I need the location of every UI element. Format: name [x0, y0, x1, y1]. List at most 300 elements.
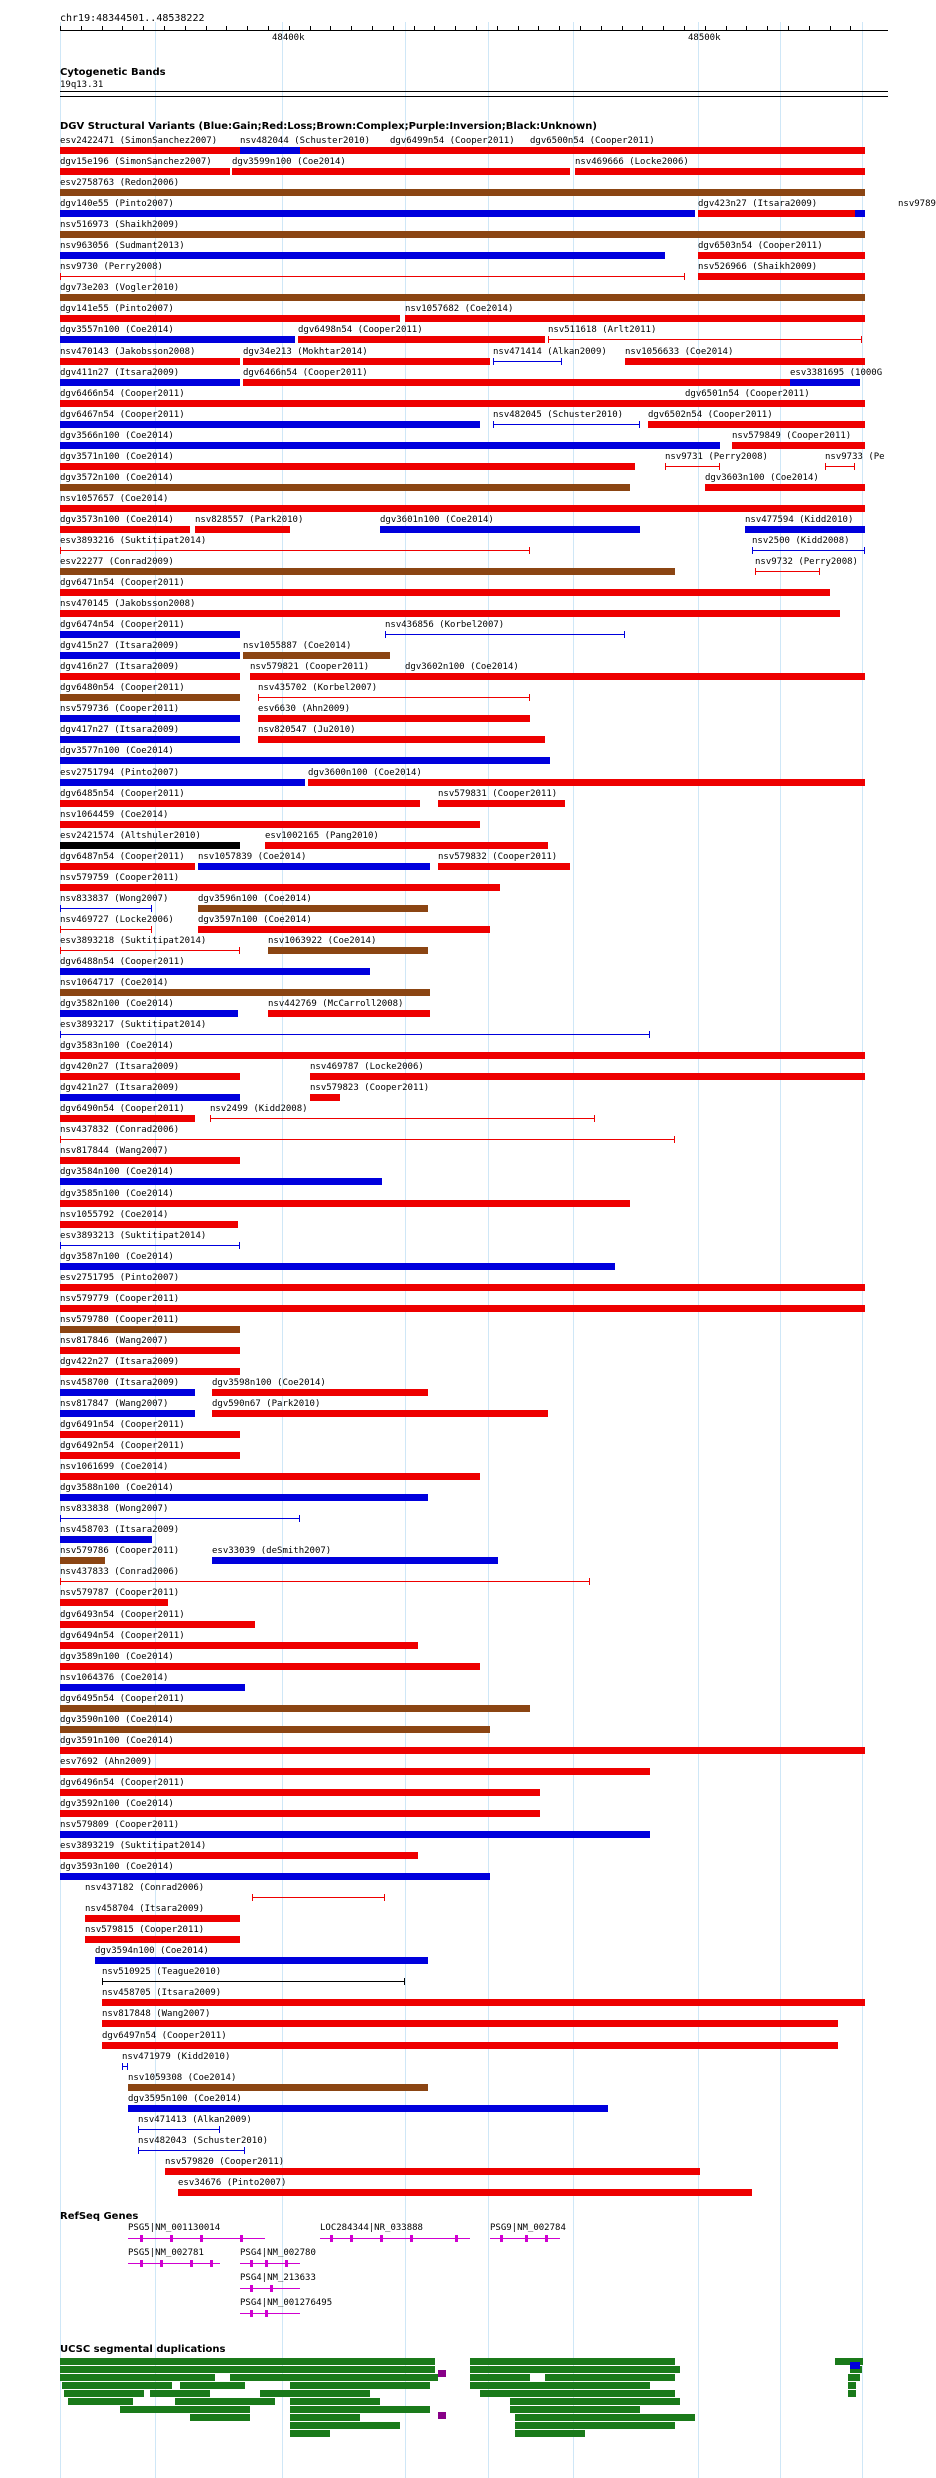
- dgv-feature-bar[interactable]: [60, 736, 240, 743]
- dgv-feature-bar[interactable]: [60, 526, 190, 533]
- segdup-feature[interactable]: [480, 2390, 675, 2397]
- dgv-feature-bar[interactable]: [60, 1684, 245, 1691]
- dgv-feature-bar[interactable]: [232, 168, 570, 175]
- dgv-feature-line[interactable]: [60, 1245, 240, 1246]
- segdup-feature-inversion[interactable]: [438, 2370, 446, 2377]
- dgv-feature-bar[interactable]: [60, 1431, 240, 1438]
- refseq-exon[interactable]: [545, 2235, 548, 2242]
- dgv-feature-label: nsv579849 (Cooper2011): [732, 431, 852, 441]
- refseq-exon[interactable]: [525, 2235, 528, 2242]
- dgv-feature-bar[interactable]: [102, 2020, 838, 2027]
- ruler-tick: [746, 26, 747, 30]
- dgv-feature-bar[interactable]: [60, 1263, 615, 1270]
- dgv-feature-bar[interactable]: [60, 1747, 865, 1754]
- dgv-feature-line[interactable]: [102, 1981, 405, 1982]
- dgv-feature-bar[interactable]: [102, 1999, 865, 2006]
- dgv-feature-label: esv3381695 (1000G: [790, 368, 883, 378]
- dgv-feature-label: nsv1057682 (Coe2014): [405, 304, 514, 314]
- dgv-feature-label: dgv411n27 (Itsara2009): [60, 368, 180, 378]
- segdup-feature[interactable]: [290, 2382, 430, 2389]
- dgv-feature-bar[interactable]: [198, 863, 430, 870]
- ruler-tick: [497, 26, 498, 30]
- dgv-feature-bar[interactable]: [60, 631, 240, 638]
- dgv-feature-bar[interactable]: [60, 210, 695, 217]
- segdup-feature[interactable]: [848, 2374, 860, 2381]
- dgv-feature-bar[interactable]: [95, 1957, 428, 1964]
- dgv-feature-bar[interactable]: [60, 1768, 650, 1775]
- refseq-exon[interactable]: [500, 2235, 503, 2242]
- dgv-feature-label: nsv458703 (Itsara2009): [60, 1525, 180, 1535]
- dgv-feature-cap: [122, 2063, 123, 2070]
- refseq-exon[interactable]: [190, 2260, 193, 2267]
- dgv-feature-bar[interactable]: [268, 1010, 430, 1017]
- dgv-feature-line[interactable]: [755, 571, 820, 572]
- dgv-feature-bar[interactable]: [60, 568, 675, 575]
- dgv-feature-line[interactable]: [60, 950, 240, 951]
- dgv-feature-bar[interactable]: [195, 526, 290, 533]
- dgv-feature-bar[interactable]: [60, 757, 550, 764]
- dgv-feature-cap: [385, 631, 386, 638]
- dgv-feature-label: esv3893218 (Suktitipat2014): [60, 936, 207, 946]
- refseq-gene-label: PSG4|NM_002780: [240, 2248, 316, 2258]
- dgv-feature-line[interactable]: [548, 339, 862, 340]
- dgv-feature-cap: [684, 273, 685, 280]
- segdup-feature[interactable]: [515, 2422, 675, 2429]
- refseq-gene-label: PSG5|NM_002781: [128, 2248, 204, 2258]
- ruler-tick-label-48500k: 48500k: [688, 33, 721, 43]
- dgv-feature-label: dgv3601n100 (Coe2014): [380, 515, 494, 525]
- refseq-exon[interactable]: [200, 2235, 203, 2242]
- dgv-feature-bar[interactable]: [60, 1347, 240, 1354]
- dgv-feature-bar[interactable]: [855, 210, 865, 217]
- dgv-feature-cap: [589, 1578, 590, 1585]
- dgv-feature-bar[interactable]: [298, 336, 545, 343]
- dgv-feature-bar[interactable]: [308, 779, 865, 786]
- dgv-feature-bar[interactable]: [60, 358, 240, 365]
- dgv-feature-bar[interactable]: [212, 1557, 498, 1564]
- dgv-feature-label: dgv3571n100 (Coe2014): [60, 452, 174, 462]
- refseq-gene-line[interactable]: [240, 2313, 300, 2314]
- dgv-feature-bar[interactable]: [60, 1052, 865, 1059]
- dgv-feature-bar[interactable]: [530, 147, 865, 154]
- dgv-feature-line[interactable]: [493, 424, 640, 425]
- dgv-feature-cap: [60, 905, 61, 912]
- dgv-feature-bar[interactable]: [60, 800, 420, 807]
- dgv-feature-bar[interactable]: [60, 463, 635, 470]
- segdup-feature[interactable]: [848, 2382, 856, 2389]
- segdup-feature[interactable]: [848, 2390, 856, 2397]
- dgv-feature-line[interactable]: [385, 634, 625, 635]
- dgv-feature-bar[interactable]: [60, 1810, 540, 1817]
- dgv-feature-bar[interactable]: [243, 652, 390, 659]
- dgv-feature-bar[interactable]: [60, 1642, 418, 1649]
- dgv-feature-bar[interactable]: [745, 526, 865, 533]
- refseq-exon[interactable]: [380, 2235, 383, 2242]
- dgv-feature-bar[interactable]: [60, 1326, 240, 1333]
- refseq-gene-line[interactable]: [240, 2263, 300, 2264]
- dgv-feature-cap: [60, 947, 61, 954]
- dgv-feature-line[interactable]: [60, 929, 152, 930]
- segdup-feature[interactable]: [510, 2398, 680, 2405]
- refseq-track-title[interactable]: RefSeq Genes: [60, 2211, 139, 2222]
- segdup-feature[interactable]: [290, 2398, 380, 2405]
- segdup-feature[interactable]: [190, 2414, 250, 2421]
- dgv-feature-line[interactable]: [60, 1139, 675, 1140]
- dgv-feature-line[interactable]: [258, 697, 530, 698]
- segdup-feature[interactable]: [230, 2374, 438, 2381]
- dgv-feature-bar[interactable]: [60, 1368, 240, 1375]
- dgv-feature-label: nsv1064459 (Coe2014): [60, 810, 169, 820]
- dgv-feature-bar[interactable]: [60, 1221, 238, 1228]
- segdup-feature[interactable]: [515, 2430, 585, 2437]
- segdup-feature[interactable]: [260, 2390, 370, 2397]
- refseq-exon[interactable]: [170, 2235, 173, 2242]
- dgv-feature-label: nsv458705 (Itsara2009): [102, 1988, 222, 1998]
- dgv-feature-bar[interactable]: [60, 1536, 152, 1543]
- dgv-feature-bar[interactable]: [60, 1073, 240, 1080]
- dgv-feature-cap: [239, 1242, 240, 1249]
- dgv-feature-bar[interactable]: [790, 379, 860, 386]
- cytoband-track-title[interactable]: Cytogenetic Bands: [60, 67, 166, 78]
- dgv-feature-line[interactable]: [60, 908, 152, 909]
- refseq-exon[interactable]: [240, 2235, 243, 2242]
- dgv-feature-bar[interactable]: [60, 1389, 195, 1396]
- dgv-feature-bar[interactable]: [405, 315, 865, 322]
- dgv-feature-cap: [752, 547, 753, 554]
- dgv-feature-bar[interactable]: [250, 673, 405, 680]
- dgv-feature-line[interactable]: [210, 1118, 595, 1119]
- refseq-exon[interactable]: [285, 2260, 288, 2267]
- segdup-feature[interactable]: [120, 2406, 250, 2413]
- segdup-feature[interactable]: [470, 2374, 530, 2381]
- segdup-feature[interactable]: [470, 2358, 675, 2365]
- dgv-feature-label: nsv817847 (Wang2007): [60, 1399, 169, 1409]
- dgv-feature-bar[interactable]: [625, 358, 865, 365]
- dgv-feature-bar[interactable]: [60, 842, 240, 849]
- dgv-feature-line[interactable]: [60, 1034, 650, 1035]
- dgv-feature-label: dgv6474n54 (Cooper2011): [60, 620, 185, 630]
- dgv-feature-bar[interactable]: [60, 1621, 255, 1628]
- segdup-feature[interactable]: [470, 2366, 680, 2373]
- dgv-feature-bar[interactable]: [685, 400, 865, 407]
- segdup-feature[interactable]: [290, 2430, 330, 2437]
- dgv-feature-bar[interactable]: [128, 2084, 428, 2091]
- dgv-feature-line[interactable]: [60, 550, 530, 551]
- dgv-feature-label: nsv579787 (Cooper2011): [60, 1588, 180, 1598]
- dgv-feature-bar[interactable]: [60, 231, 865, 238]
- refseq-exon[interactable]: [455, 2235, 458, 2242]
- dgv-feature-label: nsv469727 (Locke2006): [60, 915, 174, 925]
- dgv-feature-bar[interactable]: [60, 715, 240, 722]
- ruler-tick: [330, 26, 331, 30]
- dgv-feature-bar[interactable]: [438, 800, 565, 807]
- dgv-feature-label: dgv6500n54 (Cooper2011): [530, 136, 655, 146]
- dgv-feature-bar[interactable]: [243, 358, 490, 365]
- dgv-feature-bar[interactable]: [265, 842, 548, 849]
- segdup-feature[interactable]: [175, 2398, 275, 2405]
- dgv-feature-bar[interactable]: [60, 1452, 240, 1459]
- dgv-feature-label: nsv437182 (Conrad2006): [85, 1883, 205, 1893]
- dgv-feature-bar[interactable]: [60, 1473, 480, 1480]
- dgv-feature-bar[interactable]: [310, 1073, 865, 1080]
- dgv-feature-bar[interactable]: [60, 1789, 540, 1796]
- ruler-tick: [476, 26, 477, 30]
- segdup-feature[interactable]: [510, 2406, 640, 2413]
- dgv-feature-bar[interactable]: [212, 1389, 428, 1396]
- dgv-feature-bar[interactable]: [60, 863, 195, 870]
- refseq-exon[interactable]: [140, 2235, 143, 2242]
- dgv-feature-cap: [60, 273, 61, 280]
- dgv-feature-line[interactable]: [138, 2129, 220, 2130]
- dgv-feature-bar[interactable]: [60, 1284, 865, 1291]
- refseq-exon[interactable]: [250, 2285, 253, 2292]
- dgv-feature-bar[interactable]: [732, 442, 865, 449]
- dgv-feature-bar[interactable]: [60, 694, 240, 701]
- segdup-feature[interactable]: [68, 2398, 133, 2405]
- refseq-exon[interactable]: [265, 2310, 268, 2317]
- dgv-feature-bar[interactable]: [60, 1663, 480, 1670]
- dgv-feature-bar[interactable]: [60, 1726, 490, 1733]
- dgv-feature-label: esv1002165 (Pang2010): [265, 831, 379, 841]
- dgv-feature-bar[interactable]: [258, 736, 545, 743]
- dgv-feature-bar[interactable]: [60, 168, 230, 175]
- dgv-feature-bar[interactable]: [60, 968, 370, 975]
- dgv-feature-line[interactable]: [752, 550, 865, 551]
- dgv-feature-cap: [210, 1115, 211, 1122]
- dgv-feature-bar[interactable]: [60, 589, 830, 596]
- refseq-exon[interactable]: [250, 2260, 253, 2267]
- dgv-feature-line[interactable]: [493, 361, 562, 362]
- dgv-feature-bar[interactable]: [60, 884, 500, 891]
- dgv-feature-line[interactable]: [60, 1581, 590, 1582]
- dgv-feature-label: dgv6497n54 (Cooper2011): [102, 2031, 227, 2041]
- dgv-feature-line[interactable]: [252, 1897, 385, 1898]
- dgv-feature-label: dgv73e203 (Vogler2010): [60, 283, 180, 293]
- dgv-feature-label: esv3893213 (Suktitipat2014): [60, 1231, 207, 1241]
- dgv-feature-cap: [649, 1031, 650, 1038]
- dgv-feature-bar[interactable]: [128, 2105, 608, 2112]
- dgv-feature-label: esv3893217 (Suktitipat2014): [60, 1020, 207, 1030]
- dgv-feature-label: esv33039 (deSmith2007): [212, 1546, 332, 1556]
- dgv-feature-bar[interactable]: [60, 505, 865, 512]
- dgv-feature-bar[interactable]: [60, 1410, 195, 1417]
- dgv-feature-label: esv2421574 (Altshuler2010): [60, 831, 201, 841]
- dgv-feature-line[interactable]: [138, 2150, 245, 2151]
- dgv-feature-bar[interactable]: [60, 1852, 418, 1859]
- dgv-feature-bar[interactable]: [212, 1410, 548, 1417]
- refseq-exon[interactable]: [160, 2260, 163, 2267]
- dgv-feature-bar[interactable]: [60, 1115, 195, 1122]
- dgv-feature-label: nsv510925 (Teague2010): [102, 1967, 222, 1977]
- dgv-feature-bar[interactable]: [60, 1178, 382, 1185]
- dgv-feature-line[interactable]: [825, 466, 855, 467]
- segdup-feature[interactable]: [60, 2374, 215, 2381]
- dgv-feature-label: dgv417n27 (Itsara2009): [60, 725, 180, 735]
- dgv-feature-bar[interactable]: [85, 1936, 240, 1943]
- dgv-feature-bar[interactable]: [60, 779, 305, 786]
- ruler-tick: [102, 26, 103, 30]
- dgv-feature-bar[interactable]: [60, 189, 865, 196]
- segdup-track-title[interactable]: UCSC segmental duplications: [60, 2344, 226, 2355]
- refseq-gene-line[interactable]: [128, 2238, 265, 2239]
- dgv-feature-bar[interactable]: [60, 821, 480, 828]
- position-readout: chr19:48344501..48538222: [60, 13, 205, 24]
- dgv-feature-label: nsv579821 (Cooper2011): [250, 662, 370, 672]
- segdup-feature[interactable]: [290, 2414, 360, 2421]
- refseq-exon[interactable]: [140, 2260, 143, 2267]
- dgv-feature-bar[interactable]: [60, 989, 430, 996]
- dgv-feature-bar[interactable]: [60, 1010, 238, 1017]
- dgv-feature-cap: [624, 631, 625, 638]
- dgv-feature-cap: [529, 694, 530, 701]
- refseq-exon[interactable]: [265, 2260, 268, 2267]
- dgv-feature-bar[interactable]: [575, 168, 865, 175]
- dgv-feature-bar[interactable]: [60, 1831, 650, 1838]
- dgv-feature-bar[interactable]: [60, 1494, 428, 1501]
- dgv-feature-label: nsv579779 (Cooper2011): [60, 1294, 180, 1304]
- dgv-feature-bar[interactable]: [405, 673, 865, 680]
- dgv-feature-bar[interactable]: [240, 147, 300, 154]
- dgv-feature-bar[interactable]: [380, 526, 640, 533]
- dgv-feature-bar[interactable]: [60, 1200, 630, 1207]
- dgv-feature-label: dgv3587n100 (Coe2014): [60, 1252, 174, 1262]
- dgv-feature-label: dgv3596n100 (Coe2014): [198, 894, 312, 904]
- dgv-feature-line[interactable]: [60, 276, 685, 277]
- refseq-gene-line[interactable]: [320, 2238, 470, 2239]
- dgv-feature-cap: [755, 568, 756, 575]
- ruler-tick: [622, 26, 623, 30]
- dgv-feature-bar[interactable]: [60, 400, 685, 407]
- dgv-feature-label: dgv3582n100 (Coe2014): [60, 999, 174, 1009]
- dgv-feature-bar[interactable]: [60, 315, 400, 322]
- dgv-feature-label: esv3893219 (Suktitipat2014): [60, 1841, 207, 1851]
- dgv-feature-label: nsv482045 (Schuster2010): [493, 410, 624, 420]
- segdup-feature[interactable]: [150, 2390, 210, 2397]
- dgv-feature-bar[interactable]: [60, 294, 865, 301]
- dgv-feature-bar[interactable]: [198, 926, 490, 933]
- ruler-tick: [185, 26, 186, 30]
- dgv-feature-label: dgv6499n54 (Cooper2011): [390, 136, 515, 146]
- segdup-feature[interactable]: [60, 2358, 435, 2365]
- dgv-feature-cap: [561, 358, 562, 365]
- dgv-feature-bar[interactable]: [60, 336, 295, 343]
- dgv-feature-bar[interactable]: [60, 1157, 240, 1164]
- refseq-exon[interactable]: [330, 2235, 333, 2242]
- dgv-feature-bar[interactable]: [705, 484, 865, 491]
- segdup-feature[interactable]: [64, 2390, 144, 2397]
- dgv-feature-label: nsv817848 (Wang2007): [102, 2009, 211, 2019]
- dgv-feature-bar[interactable]: [60, 1557, 105, 1564]
- dgv-feature-label: nsv963056 (Sudmant2013): [60, 241, 185, 251]
- grid-line: [862, 22, 863, 2478]
- segdup-feature[interactable]: [290, 2406, 430, 2413]
- refseq-exon[interactable]: [350, 2235, 353, 2242]
- dgv-feature-bar[interactable]: [310, 1094, 340, 1101]
- dgv-feature-bar[interactable]: [258, 715, 530, 722]
- dgv-feature-bar[interactable]: [85, 1915, 240, 1922]
- dgv-feature-label: dgv420n27 (Itsara2009): [60, 1062, 180, 1072]
- dgv-feature-bar[interactable]: [60, 1094, 240, 1101]
- dgv-feature-bar[interactable]: [60, 484, 630, 491]
- dgv-feature-label: nsv579820 (Cooper2011): [165, 2157, 285, 2167]
- ruler-tick: [372, 26, 373, 30]
- dgv-feature-bar[interactable]: [60, 1305, 865, 1312]
- dgv-feature-bar[interactable]: [60, 252, 665, 259]
- segdup-feature[interactable]: [180, 2382, 245, 2389]
- dgv-feature-label: dgv416n27 (Itsara2009): [60, 662, 180, 672]
- dgv-feature-label: dgv3603n100 (Coe2014): [705, 473, 819, 483]
- dgv-feature-label: nsv471414 (Alkan2009): [493, 347, 607, 357]
- dgv-feature-bar[interactable]: [165, 2168, 700, 2175]
- segdup-feature[interactable]: [62, 2382, 172, 2389]
- dgv-feature-bar[interactable]: [60, 1705, 530, 1712]
- segdup-feature[interactable]: [270, 2366, 435, 2373]
- dgv-track-title[interactable]: DGV Structural Variants (Blue:Gain;Red:Loss;Brown:Complex;Purple:Inversion;Black:Unknown): [60, 121, 597, 132]
- dgv-feature-line[interactable]: [665, 466, 720, 467]
- dgv-feature-label: dgv15e196 (SimonSanchez2007): [60, 157, 212, 167]
- segdup-feature[interactable]: [290, 2422, 400, 2429]
- dgv-feature-line[interactable]: [60, 1518, 300, 1519]
- dgv-feature-label: esv2751794 (Pinto2007): [60, 768, 180, 778]
- refseq-exon[interactable]: [270, 2285, 273, 2292]
- dgv-feature-bar[interactable]: [60, 1873, 490, 1880]
- dgv-feature-bar[interactable]: [60, 442, 720, 449]
- segdup-feature[interactable]: [470, 2382, 650, 2389]
- segdup-feature[interactable]: [515, 2414, 695, 2421]
- dgv-feature-bar[interactable]: [648, 421, 865, 428]
- segdup-feature-gain[interactable]: [850, 2362, 860, 2369]
- dgv-feature-bar[interactable]: [60, 652, 240, 659]
- dgv-feature-label: dgv6466n54 (Cooper2011): [243, 368, 368, 378]
- dgv-feature-label: dgv590n67 (Park2010): [212, 1399, 321, 1409]
- dgv-feature-bar[interactable]: [60, 673, 240, 680]
- dgv-feature-bar[interactable]: [698, 210, 865, 217]
- dgv-feature-label: esv2422471 (SimonSanchez2007): [60, 136, 218, 146]
- dgv-feature-label: dgv3592n100 (Coe2014): [60, 1799, 174, 1809]
- ruler-tick: [809, 26, 810, 30]
- dgv-feature-bar[interactable]: [698, 252, 865, 259]
- dgv-feature-bar[interactable]: [438, 863, 570, 870]
- segdup-feature-inversion[interactable]: [438, 2412, 446, 2419]
- dgv-feature-bar[interactable]: [60, 379, 240, 386]
- dgv-feature-bar[interactable]: [102, 2042, 838, 2049]
- dgv-feature-bar[interactable]: [60, 610, 840, 617]
- dgv-feature-cap: [529, 547, 530, 554]
- dgv-feature-cap: [60, 1515, 61, 1522]
- cytoband-line-top: [60, 91, 888, 92]
- dgv-feature-bar[interactable]: [390, 147, 530, 154]
- dgv-feature-bar[interactable]: [60, 421, 480, 428]
- dgv-feature-bar[interactable]: [178, 2189, 752, 2196]
- refseq-exon[interactable]: [210, 2260, 213, 2267]
- refseq-exon[interactable]: [250, 2310, 253, 2317]
- dgv-feature-label: nsv458704 (Itsara2009): [85, 1904, 205, 1914]
- segdup-feature[interactable]: [545, 2374, 675, 2381]
- dgv-feature-label: dgv6502n54 (Cooper2011): [648, 410, 773, 420]
- dgv-feature-label: dgv6495n54 (Cooper2011): [60, 1694, 185, 1704]
- dgv-feature-bar[interactable]: [268, 947, 428, 954]
- dgv-feature-bar[interactable]: [243, 379, 790, 386]
- dgv-feature-label: nsv482044 (Schuster2010): [240, 136, 371, 146]
- dgv-feature-label: dgv140e55 (Pinto2007): [60, 199, 174, 209]
- dgv-feature-label: nsv579815 (Cooper2011): [85, 1925, 205, 1935]
- refseq-exon[interactable]: [410, 2235, 413, 2242]
- dgv-feature-label: nsv2499 (Kidd2008): [210, 1104, 308, 1114]
- dgv-feature-bar[interactable]: [698, 273, 865, 280]
- dgv-feature-bar[interactable]: [198, 905, 428, 912]
- dgv-feature-bar[interactable]: [60, 1599, 168, 1606]
- dgv-feature-label: dgv3595n100 (Coe2014): [128, 2094, 242, 2104]
